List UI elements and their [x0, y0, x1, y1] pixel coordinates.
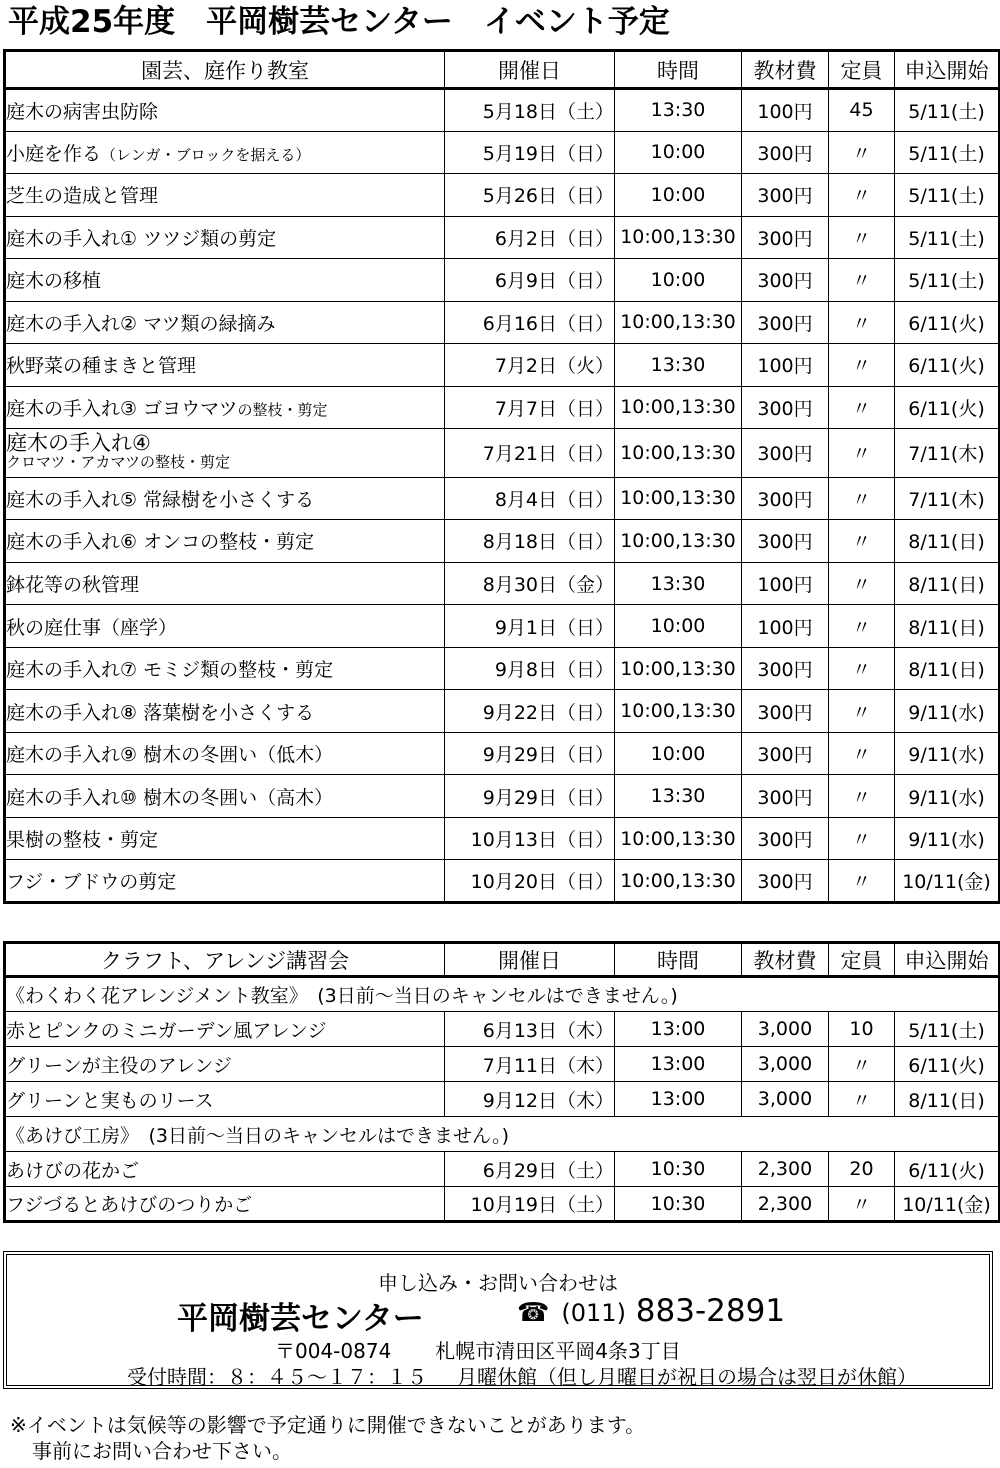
table-row	[5, 1012, 1000, 1047]
event-time: 13:00	[615, 1047, 742, 1082]
material-fee: 300円	[742, 775, 829, 818]
craft-workshop-table	[3, 941, 1000, 1223]
event-date: 5月26日（日）	[445, 174, 615, 217]
capacity: 〃	[829, 344, 895, 387]
table-row	[5, 1047, 1000, 1082]
table-row	[5, 690, 1000, 733]
material-fee: 100円	[742, 562, 829, 605]
capacity: 〃	[829, 605, 895, 648]
event-name: グリーンが主役のアレンジ	[5, 1047, 445, 1082]
capacity: 〃	[829, 1047, 895, 1082]
event-name	[5, 131, 445, 174]
event-date: 6月9日（日）	[445, 259, 615, 302]
capacity: 〃	[829, 1082, 895, 1117]
contact-box	[3, 1251, 993, 1389]
event-time: 10:00,13:30	[615, 477, 742, 520]
street-address: 札幌市清田区平岡4条3丁目	[435, 1339, 681, 1363]
capacity: 〃	[829, 174, 895, 217]
capacity: 〃	[829, 817, 895, 860]
capacity: 〃	[829, 477, 895, 520]
application-start: 10/11(金)	[895, 1187, 1000, 1222]
header-capacity: 定員	[829, 51, 895, 89]
event-name	[5, 605, 445, 648]
application-start: 8/11(日)	[895, 1082, 1000, 1117]
application-start: 7/11(木)	[895, 429, 1000, 478]
event-name-text: 秋の庭仕事（座学）	[6, 616, 178, 639]
event-name	[5, 647, 445, 690]
address-line	[275, 1335, 681, 1364]
event-name	[5, 344, 445, 387]
footnote-line-2: 事前にお問い合わせ下さい。	[32, 1439, 292, 1463]
application-start: 9/11(水)	[895, 690, 1000, 733]
event-name-detail: （レンガ・ブロックを据える）	[101, 145, 311, 164]
event-date: 5月18日（土）	[445, 89, 615, 132]
application-start: 9/11(水)	[895, 817, 1000, 860]
material-fee: 300円	[742, 520, 829, 563]
capacity: 〃	[829, 732, 895, 775]
event-date: 9月29日（日）	[445, 732, 615, 775]
table-row	[5, 520, 1000, 563]
header-application-start: 申込開始	[895, 51, 1000, 89]
capacity: 〃	[829, 429, 895, 478]
header-capacity: 定員	[829, 943, 895, 977]
application-start: 6/11(火)	[895, 301, 1000, 344]
event-name	[5, 690, 445, 733]
material-fee: 2,300	[742, 1152, 829, 1187]
header-application-start: 申込開始	[895, 943, 1000, 977]
header-event-name: 園芸、庭作り教室	[5, 51, 445, 89]
application-start: 8/11(日)	[895, 562, 1000, 605]
table-row	[5, 605, 1000, 648]
capacity: 〃	[829, 386, 895, 429]
event-name-text: 庭木の手入れ⑧ 落葉樹を小さくする	[6, 701, 315, 724]
event-time: 10:00	[615, 605, 742, 648]
application-start: 8/11(日)	[895, 647, 1000, 690]
event-name	[5, 732, 445, 775]
phone-line	[517, 1293, 785, 1329]
capacity: 〃	[829, 775, 895, 818]
application-start: 8/11(日)	[895, 605, 1000, 648]
capacity: 〃	[829, 301, 895, 344]
group-note: 《わくわく花アレンジメント教室》 (3日前～当日のキャンセルはできません。)	[5, 977, 1000, 1012]
table-row	[5, 89, 1000, 132]
capacity: 45	[829, 89, 895, 132]
event-name	[5, 386, 445, 429]
event-name-text: 芝生の造成と管理	[6, 185, 159, 208]
event-name-text: 庭木の移植	[6, 270, 102, 293]
material-fee: 3,000	[742, 1012, 829, 1047]
application-start: 6/11(火)	[895, 1047, 1000, 1082]
application-start: 5/11(土)	[895, 259, 1000, 302]
material-fee: 300円	[742, 131, 829, 174]
event-name	[5, 216, 445, 259]
table-row	[5, 477, 1000, 520]
application-start: 5/11(土)	[895, 174, 1000, 217]
table-row	[5, 174, 1000, 217]
table-row	[5, 817, 1000, 860]
event-name	[5, 301, 445, 344]
material-fee: 300円	[742, 259, 829, 302]
closed-days: 月曜休館（但し月曜日が祝日の場合は翌日が休館）	[457, 1365, 917, 1389]
event-date: 7月21日（日）	[445, 429, 615, 478]
event-date: 9月22日（日）	[445, 690, 615, 733]
table-row	[5, 301, 1000, 344]
event-name	[5, 562, 445, 605]
material-fee: 3,000	[742, 1047, 829, 1082]
event-name-text: 果樹の整枝・剪定	[6, 829, 159, 852]
capacity: 〃	[829, 520, 895, 563]
event-name: グリーンと実ものリース	[5, 1082, 445, 1117]
event-name-text: 庭木の手入れ⑤ 常緑樹を小さくする	[6, 488, 315, 511]
event-date: 8月4日（日）	[445, 477, 615, 520]
page-title: 平成25年度 平岡樹芸センター イベント予定	[8, 4, 670, 40]
event-name: フジづるとあけびのつりかご	[5, 1187, 445, 1222]
hours-line	[127, 1361, 917, 1390]
event-name	[5, 89, 445, 132]
capacity: 〃	[829, 1187, 895, 1222]
event-date: 10月19日（土）	[445, 1187, 615, 1222]
event-name-line-2: クロマツ・アカマツの整枝・剪定	[6, 452, 230, 471]
application-start: 7/11(木)	[895, 477, 1000, 520]
table-row	[5, 131, 1000, 174]
capacity: 〃	[829, 562, 895, 605]
material-fee: 2,300	[742, 1187, 829, 1222]
event-time: 10:00,13:30	[615, 860, 742, 903]
material-fee: 300円	[742, 386, 829, 429]
event-name: 赤とピンクのミニガーデン風アレンジ	[5, 1012, 445, 1047]
material-fee: 300円	[742, 174, 829, 217]
application-start: 5/11(土)	[895, 131, 1000, 174]
telephone-icon: ☎	[517, 1298, 550, 1328]
table-row	[5, 344, 1000, 387]
material-fee: 300円	[742, 732, 829, 775]
event-name-text: 庭木の手入れ⑦ モミジ類の整枝・剪定	[6, 659, 334, 682]
event-name	[5, 860, 445, 903]
event-date: 10月13日（日）	[445, 817, 615, 860]
contact-lead: 申し込み・お問い合わせは	[378, 1271, 618, 1295]
application-start: 9/11(水)	[895, 775, 1000, 818]
capacity: 20	[829, 1152, 895, 1187]
event-name	[5, 429, 445, 478]
application-start: 5/11(土)	[895, 89, 1000, 132]
event-date: 7月11日（木）	[445, 1047, 615, 1082]
material-fee: 100円	[742, 605, 829, 648]
event-date: 10月20日（日）	[445, 860, 615, 903]
material-fee: 300円	[742, 301, 829, 344]
material-fee: 300円	[742, 477, 829, 520]
material-fee: 3,000	[742, 1082, 829, 1117]
event-name-text: フジ・ブドウの剪定	[6, 871, 177, 894]
capacity: 〃	[829, 647, 895, 690]
event-time: 10:00,13:30	[615, 647, 742, 690]
table-row	[5, 1187, 1000, 1222]
event-date: 6月29日（土）	[445, 1152, 615, 1187]
header-date: 開催日	[445, 943, 615, 977]
event-date: 9月29日（日）	[445, 775, 615, 818]
application-start: 6/11(火)	[895, 344, 1000, 387]
event-name-text: 小庭を作る	[6, 142, 102, 165]
event-date: 6月13日（木）	[445, 1012, 615, 1047]
event-date: 9月8日（日）	[445, 647, 615, 690]
event-name-text: 鉢花等の秋管理	[6, 574, 140, 596]
event-name-text: 庭木の手入れ② マツ類の緑摘み	[6, 312, 276, 335]
event-time: 10:00	[615, 259, 742, 302]
event-time: 10:00	[615, 732, 742, 775]
table-row	[5, 429, 1000, 478]
material-fee: 300円	[742, 216, 829, 259]
event-time: 13:30	[615, 89, 742, 132]
reception-hours: 受付時間：８：４５～１７：１５	[127, 1365, 427, 1389]
event-time: 10:00,13:30	[615, 429, 742, 478]
event-name-text: 庭木の手入れ⑨ 樹木の冬囲い（低木）	[6, 744, 334, 767]
postal-code: 〒004-0874	[275, 1339, 392, 1363]
capacity: 〃	[829, 690, 895, 733]
event-date: 7月7日（日）	[445, 386, 615, 429]
event-name-detail: の整枝・剪定	[237, 400, 328, 419]
table-row	[5, 216, 1000, 259]
event-date: 7月2日（火）	[445, 344, 615, 387]
table-row	[5, 386, 1000, 429]
phone-area-code: (011)	[561, 1299, 626, 1327]
event-time: 10:00,13:30	[615, 690, 742, 733]
table-row	[5, 732, 1000, 775]
capacity: 10	[829, 1012, 895, 1047]
event-name	[5, 477, 445, 520]
event-date: 9月12日（木）	[445, 1082, 615, 1117]
table-row	[5, 647, 1000, 690]
group-note-row	[5, 1117, 1000, 1152]
group-note: 《あけび工房》 (3日前～当日のキャンセルはできません。)	[5, 1117, 1000, 1152]
footnote	[10, 1412, 645, 1464]
material-fee: 300円	[742, 860, 829, 903]
event-date: 9月1日（日）	[445, 605, 615, 648]
event-name-text: 庭木の手入れ③ ゴヨウマツ	[6, 397, 238, 420]
event-date: 6月2日（日）	[445, 216, 615, 259]
organization-name: 平岡樹芸センター	[177, 1301, 424, 1337]
header-fee: 教材費	[742, 943, 829, 977]
event-name-text: 庭木の手入れ① ツツジ類の剪定	[6, 227, 277, 250]
table-row	[5, 259, 1000, 302]
capacity: 〃	[829, 216, 895, 259]
event-time: 10:30	[615, 1152, 742, 1187]
capacity: 〃	[829, 131, 895, 174]
event-name	[5, 174, 445, 217]
material-fee: 300円	[742, 647, 829, 690]
event-name	[5, 817, 445, 860]
event-name	[5, 520, 445, 563]
event-name-text: 庭木の手入れ⑥ オンコの整枝・剪定	[6, 531, 315, 554]
event-time: 13:30	[615, 562, 742, 605]
event-name-text: 秋野菜の種まきと管理	[6, 355, 197, 378]
event-time: 10:00,13:30	[615, 817, 742, 860]
material-fee: 100円	[742, 89, 829, 132]
material-fee: 100円	[742, 344, 829, 387]
table-row	[5, 1152, 1000, 1187]
application-start: 9/11(水)	[895, 732, 1000, 775]
application-start: 6/11(火)	[895, 1152, 1000, 1187]
event-name: あけびの花かご	[5, 1152, 445, 1187]
event-name-text: 庭木の病害虫防除	[6, 100, 159, 123]
material-fee: 300円	[742, 817, 829, 860]
header-time: 時間	[615, 51, 742, 89]
application-start: 6/11(火)	[895, 386, 1000, 429]
event-date: 8月30日（金）	[445, 562, 615, 605]
event-time: 13:30	[615, 344, 742, 387]
header-date: 開催日	[445, 51, 615, 89]
table-row	[5, 1082, 1000, 1117]
event-time: 10:00,13:30	[615, 216, 742, 259]
table-row	[5, 775, 1000, 818]
application-start: 10/11(金)	[895, 860, 1000, 903]
event-time: 13:00	[615, 1082, 742, 1117]
event-date: 6月16日（日）	[445, 301, 615, 344]
event-name	[5, 259, 445, 302]
footnote-line-1: ※イベントは気候等の影響で予定通りに開催できないことがあります。	[10, 1413, 646, 1437]
event-time: 10:00,13:30	[615, 301, 742, 344]
event-time: 10:30	[615, 1187, 742, 1222]
event-date: 5月19日（日）	[445, 131, 615, 174]
capacity: 〃	[829, 259, 895, 302]
header-event-name: クラフト、アレンジ講習会	[5, 943, 445, 977]
event-name	[5, 775, 445, 818]
application-start: 8/11(日)	[895, 520, 1000, 563]
event-time: 13:00	[615, 1012, 742, 1047]
header-time: 時間	[615, 943, 742, 977]
event-time: 10:00	[615, 131, 742, 174]
capacity: 〃	[829, 860, 895, 903]
table-row	[5, 860, 1000, 903]
material-fee: 300円	[742, 690, 829, 733]
group-note-row	[5, 977, 1000, 1012]
phone-number: 883-2891	[635, 1293, 786, 1329]
event-date: 8月18日（日）	[445, 520, 615, 563]
event-time: 10:00,13:30	[615, 386, 742, 429]
application-start: 5/11(土)	[895, 1012, 1000, 1047]
event-time: 13:30	[615, 775, 742, 818]
event-time: 10:00	[615, 174, 742, 217]
material-fee: 300円	[742, 429, 829, 478]
application-start: 5/11(土)	[895, 216, 1000, 259]
event-name-text: 庭木の手入れ⑩ 樹木の冬囲い（高木）	[6, 786, 334, 809]
header-fee: 教材費	[742, 51, 829, 89]
event-name-line-1: 庭木の手入れ④	[6, 430, 151, 455]
gardening-class-table	[3, 49, 1000, 904]
table-row	[5, 562, 1000, 605]
event-time: 10:00,13:30	[615, 520, 742, 563]
